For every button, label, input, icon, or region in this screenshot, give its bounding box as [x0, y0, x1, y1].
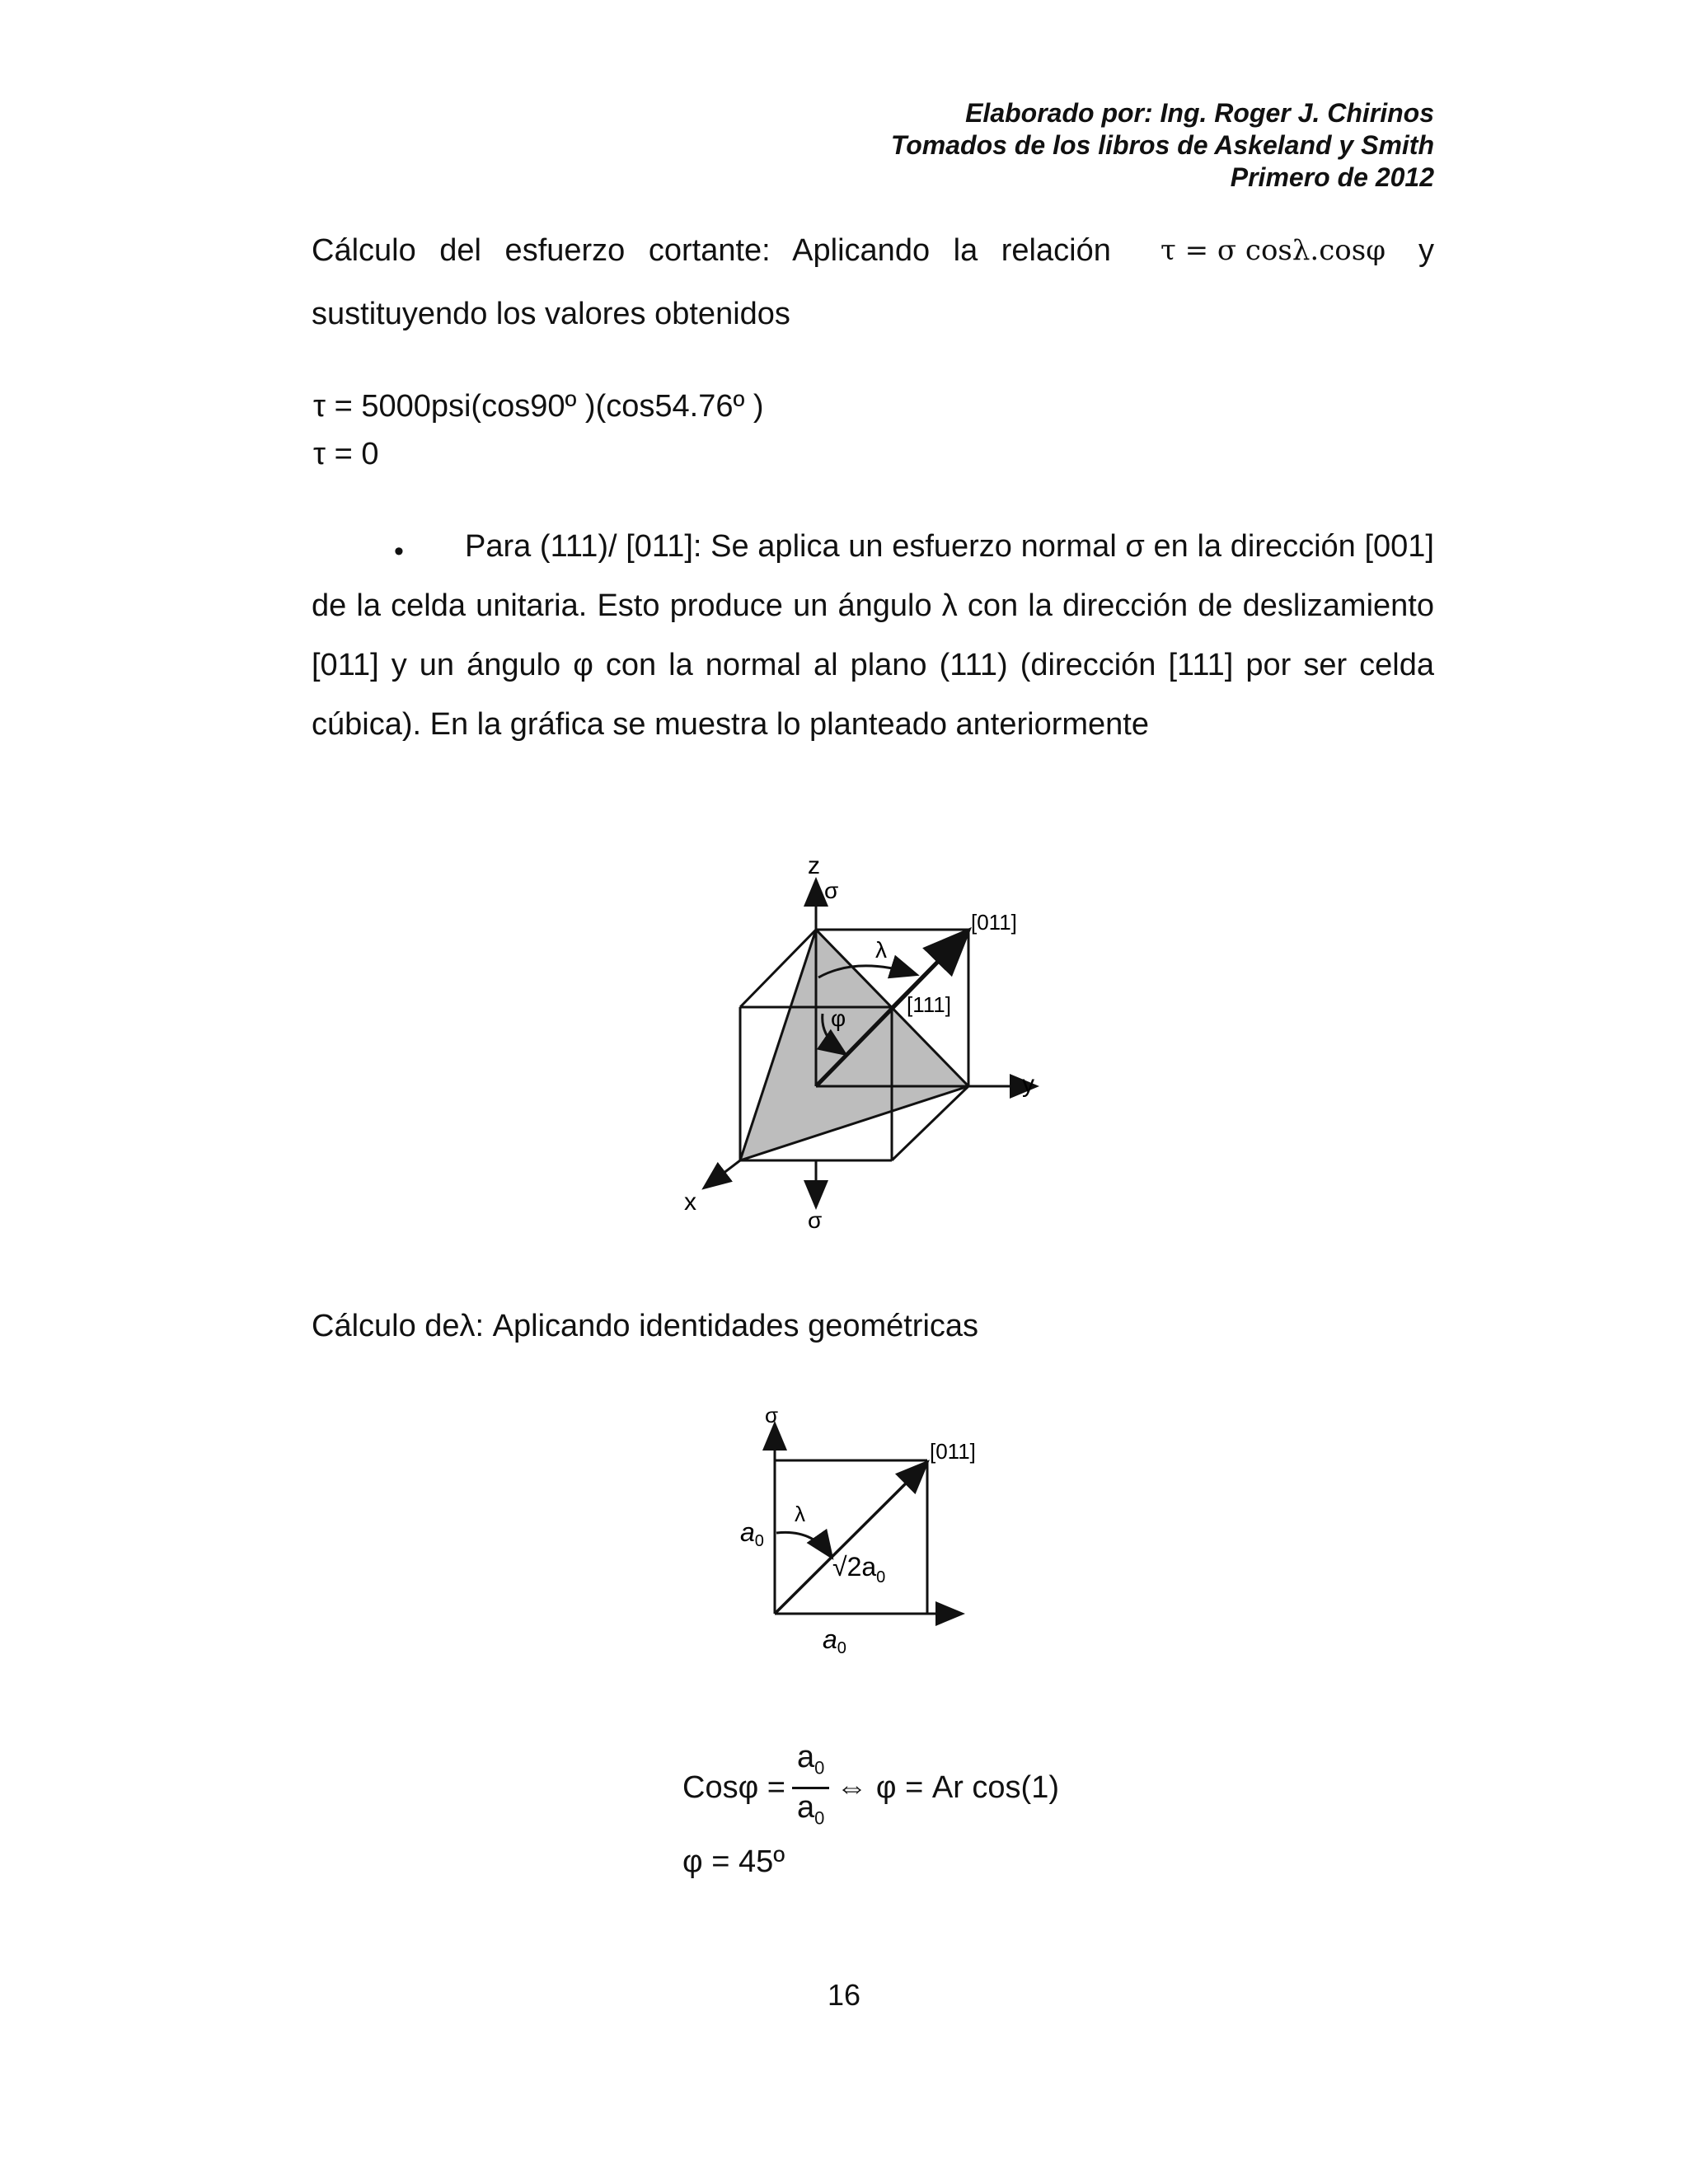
diagonal-length-label: $√2a_0$	[832, 1552, 886, 1586]
a0-over-a0-fraction	[792, 1739, 829, 1836]
page-header	[891, 97, 1434, 194]
fraction-denominator: $a_0$	[796, 1789, 825, 1829]
shear-intro-y: y	[1418, 233, 1434, 268]
lambda-heading: Cálculo deλ: Aplicando identidades geométricas	[312, 1309, 979, 1343]
header-source: Tomados de los libros de Askeland y Smith	[890, 130, 1434, 160]
x-axis	[706, 1160, 740, 1187]
sigma-bottom-label: σ	[808, 1207, 823, 1233]
shear-equation-1: τ = 5000psi(cos90º )(cos54.76º )	[313, 389, 764, 424]
header-date: Primero de 2012	[1230, 162, 1434, 192]
z-label: z	[808, 852, 820, 879]
y-label: y	[1022, 1071, 1034, 1098]
sigma-label: σ	[765, 1403, 779, 1427]
shear-equation-2: τ = 0	[313, 437, 379, 471]
shear-intro-line2: sustituyendo los valores obtenidos	[312, 297, 790, 331]
header-author: Elaborado por: Ing. Roger J. Chirinos	[965, 98, 1434, 128]
phi-label: φ	[831, 1005, 846, 1031]
sigma-top-label: σ	[824, 878, 839, 903]
cos-phi-rhs: ⇔ φ = Ar cos(1)	[836, 1770, 1059, 1806]
lambda-label: λ	[875, 937, 887, 963]
dir-111-label: [111]	[907, 992, 951, 1017]
shear-intro-line1	[312, 227, 1434, 274]
unit-cell-figure	[676, 849, 1063, 1244]
a0-bottom-label: a0	[823, 1624, 846, 1657]
dir-011-label: [011]	[971, 910, 1017, 935]
bullet-marker: •	[394, 536, 404, 567]
face-diagonal-figure	[725, 1393, 989, 1665]
diagonal-011-vector	[775, 1464, 926, 1614]
shear-formula: τ = σ cosλ.cosφ	[1160, 234, 1386, 267]
lambda-label: λ	[795, 1502, 805, 1526]
page-number: 16	[827, 1978, 861, 2012]
lambda-arc	[776, 1532, 831, 1556]
shear-intro-text: Cálculo del esfuerzo cortante: Aplicando la relación	[312, 233, 1111, 268]
dir-011-label: [011]	[930, 1439, 976, 1464]
phi-result: φ = 45º	[682, 1844, 785, 1879]
a0-left-label: a0	[740, 1517, 764, 1550]
fraction-numerator: $a_0$	[792, 1739, 829, 1789]
cos-phi-equation	[682, 1739, 1059, 1836]
x-label: x	[684, 1188, 696, 1216]
bullet-paragraph: Para (111)/ [011]: Se aplica un esfuerzo normal σ en la dirección [001] de la celda unitaria. Esto produce un ángulo λ con la dirección de deslizamiento [011] y un ángulo φ con la normal al plano (111) (dirección [111] por ser celda cúbica). En la gráfica se muestra lo planteado anteriormente	[312, 529, 1434, 742]
cos-phi-lhs: Cosφ =	[682, 1770, 785, 1806]
